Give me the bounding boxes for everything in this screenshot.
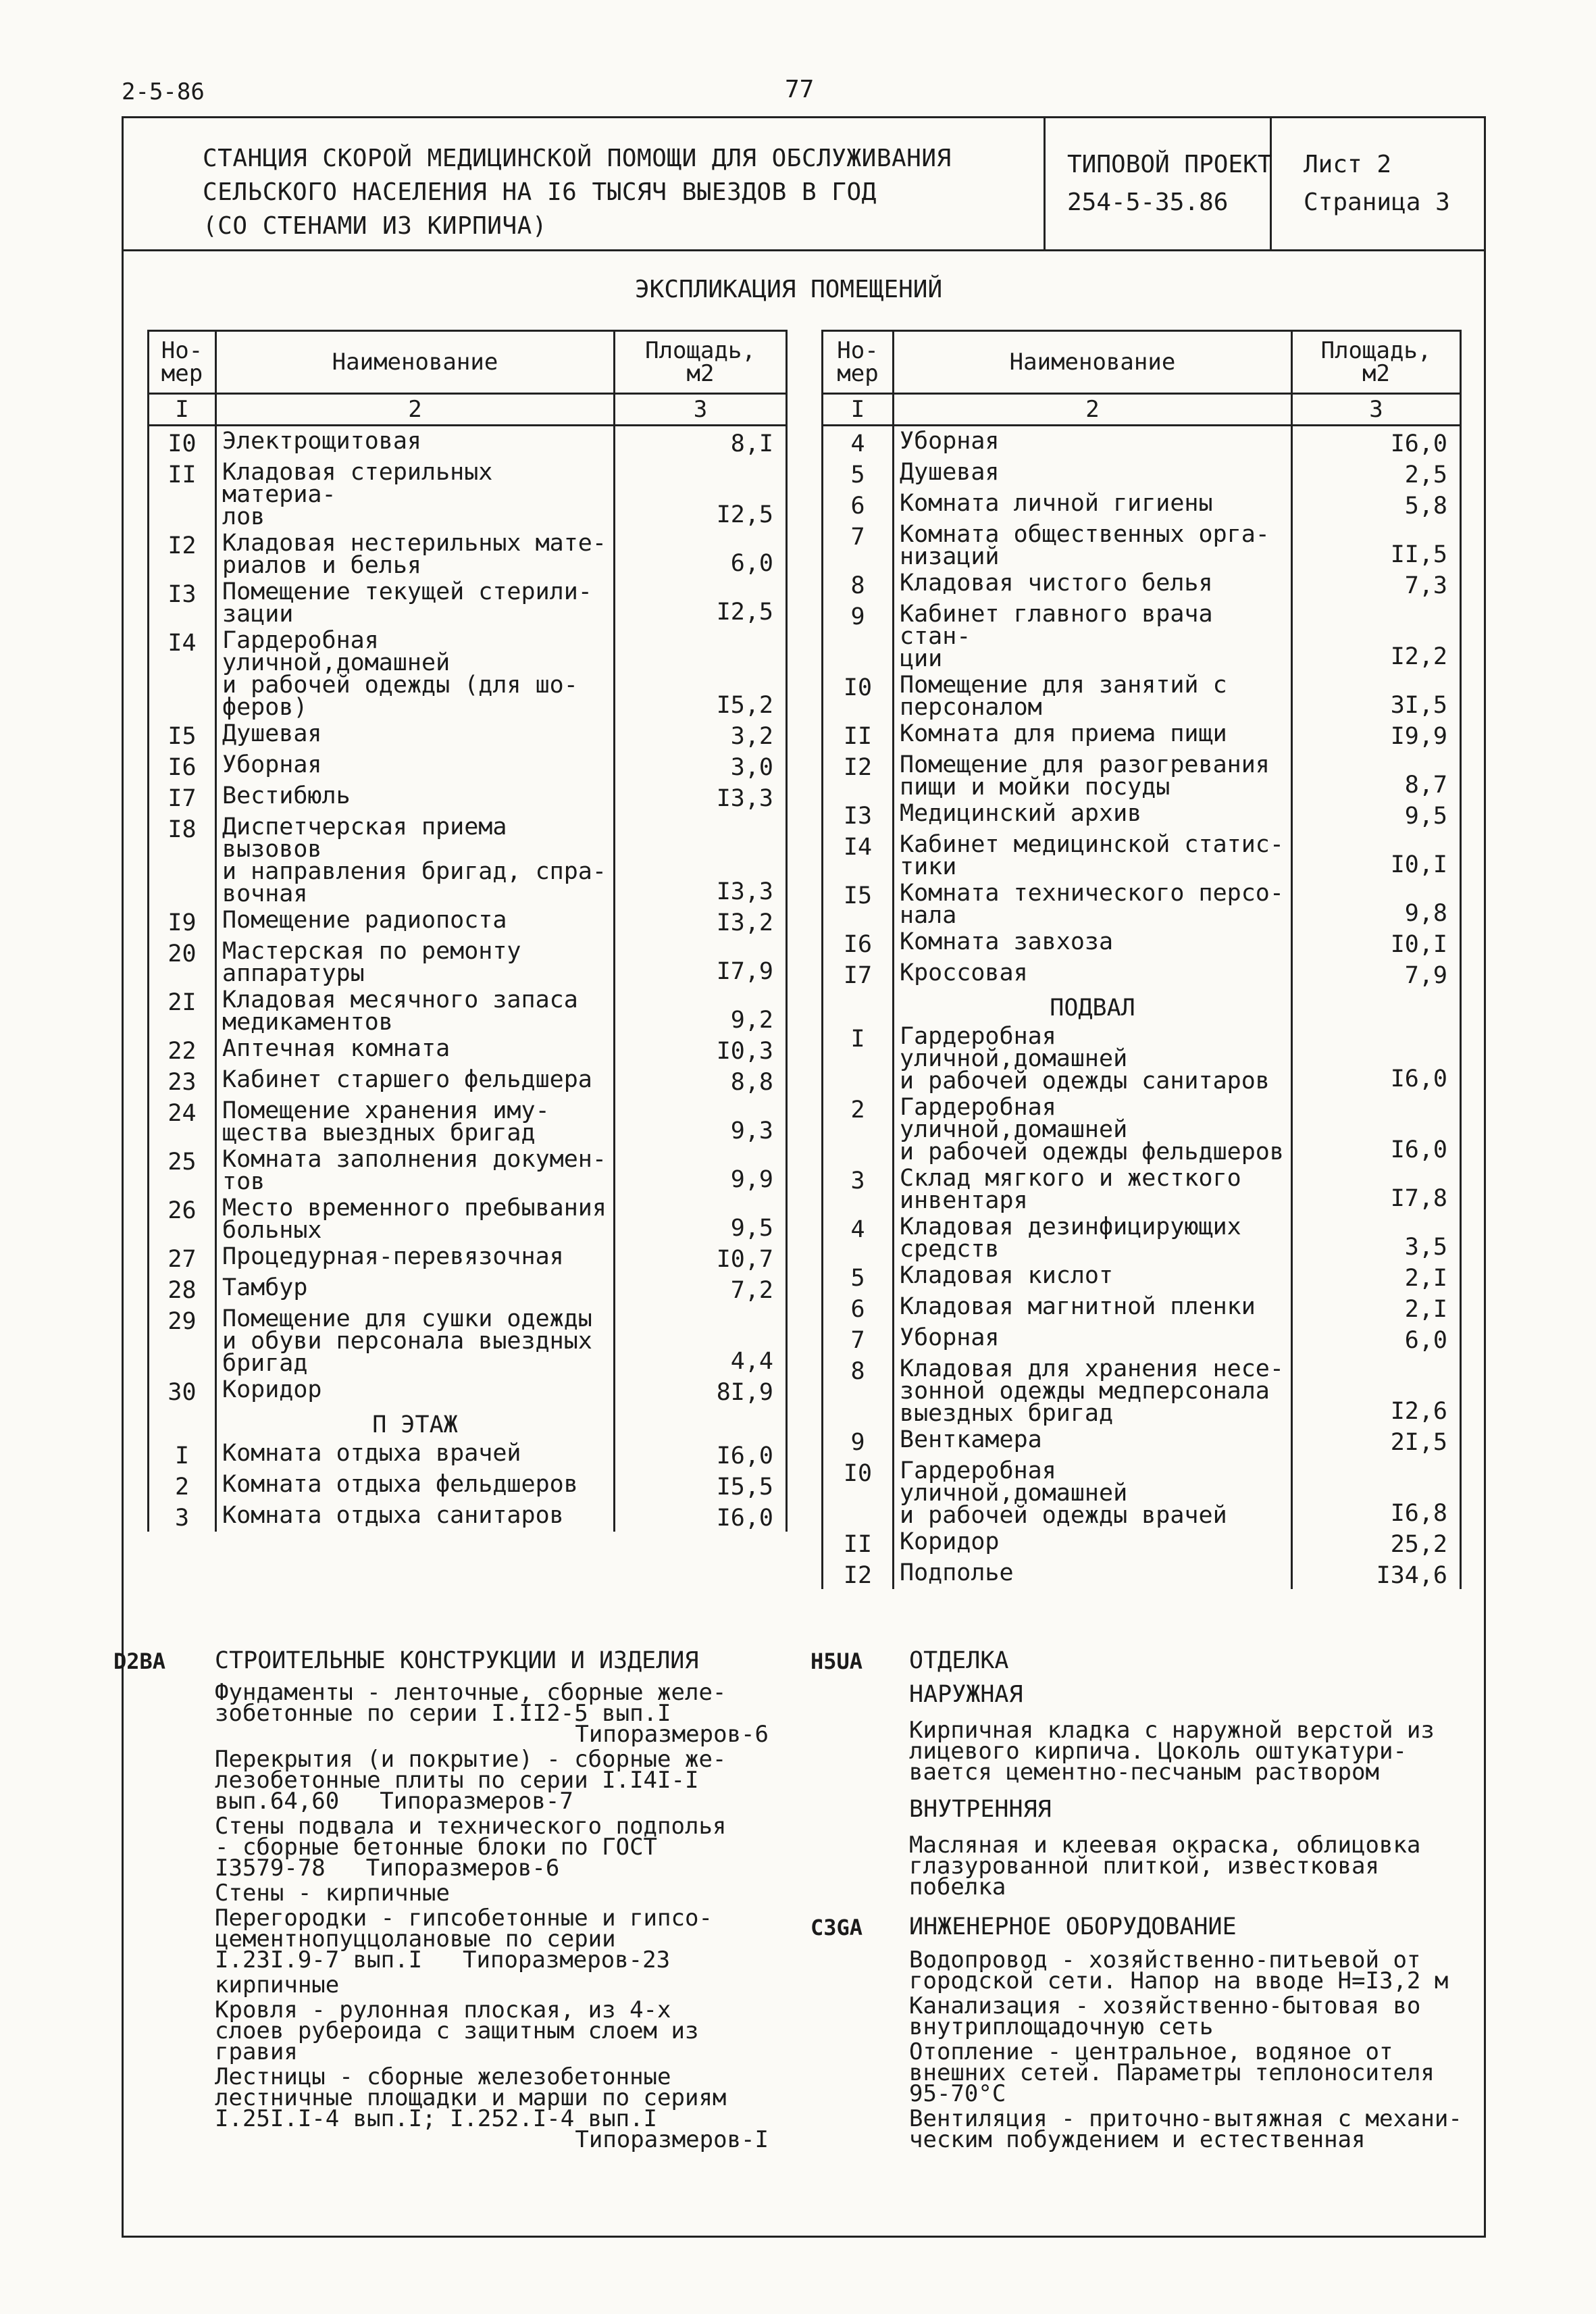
room-number: I2 [823, 1558, 894, 1589]
table-row [823, 1261, 1461, 1292]
room-name: Комната отдыха санитаров [216, 1501, 615, 1532]
construction-item-text: Фундаменты - ленточные, сборные желе- зобетонные по серии I.II2-5 вып.I [215, 1679, 727, 1727]
room-number: I [823, 1022, 894, 1092]
room-name: Венткамера [894, 1425, 1292, 1456]
column-header-name: Наименование [894, 331, 1292, 394]
room-area: 6,0 [1292, 1323, 1461, 1354]
project-title-line: СТАНЦИЯ СКОРОЙ МЕДИЦИНСКОЙ ПОМОЩИ ДЛЯ ОБСЛУЖИВАНИЯ [203, 145, 952, 172]
room-area: 6,0 [615, 528, 787, 577]
room-number: 7 [823, 1323, 894, 1354]
room-area: 2,I [1292, 1292, 1461, 1323]
room-name: Уборная [216, 750, 615, 781]
room-name: Комната технического персо- нала [894, 878, 1292, 927]
room-name: Помещение текущей стерили- зации [216, 577, 615, 626]
column-index: 3 [615, 394, 787, 426]
room-area: I0,I [1292, 927, 1461, 958]
construction-item [215, 1996, 769, 2065]
construction-item-text: Перегородки - гипсобетонные и гипсо- цементнопуццолановые по серии I.23I.9-7 вып.I [215, 1905, 713, 1973]
construction-item-text: Лестницы - сборные железобетонные лестничные площадки и марши по сериям I.25I.I-4 вып.I; I.252.I-4 вып.I [215, 2063, 727, 2132]
table-row [823, 1527, 1461, 1558]
type-count: Типоразмеров-6 [575, 1721, 769, 1748]
column-index: 2 [216, 394, 615, 426]
room-number: I4 [149, 626, 216, 719]
room-area: I7,8 [1292, 1163, 1461, 1212]
room-number: 22 [149, 1034, 216, 1065]
room-number: I7 [149, 781, 216, 812]
room-number: I0 [823, 1456, 894, 1527]
construction-item [215, 1880, 769, 1907]
table-row [149, 719, 787, 750]
room-area: I2,5 [615, 457, 787, 528]
room-area: 9,5 [615, 1193, 787, 1242]
table-row [149, 1096, 787, 1145]
room-area: I6,0 [1292, 1022, 1461, 1092]
table-row [823, 568, 1461, 599]
room-area: 3I,5 [1292, 670, 1461, 719]
room-name: Помещение для разогревания пищи и мойки посуды [894, 750, 1292, 799]
section-heading: ПОДВАЛ [894, 989, 1292, 1022]
project-type [1067, 146, 1272, 222]
room-number: I3 [823, 799, 894, 830]
room-area: 9,9 [615, 1145, 787, 1193]
table-row [149, 1034, 787, 1065]
column-index: 3 [1292, 394, 1461, 426]
room-number: 9 [823, 1425, 894, 1456]
project-code: 254-5-35.86 [1067, 188, 1229, 216]
finishing-inner-text: Масляная и клеевая окраска, облицовка глазурованной плиткой, известковая побелка [909, 1832, 1421, 1901]
document-code: 2-5-86 [122, 78, 205, 105]
page-number: 77 [785, 76, 815, 103]
room-area: 3,2 [615, 719, 787, 750]
room-number: I2 [149, 528, 216, 577]
room-area: I5,2 [615, 626, 787, 719]
table-row [823, 878, 1461, 927]
construction-item [215, 2063, 769, 2153]
room-number: 6 [823, 1292, 894, 1323]
construction-item [215, 1971, 769, 1998]
type-count: Типоразмеров-7 [380, 1788, 573, 1815]
room-number: I4 [823, 830, 894, 878]
construction-list [215, 1679, 769, 2155]
table-row [149, 781, 787, 812]
room-number: 4 [823, 426, 894, 458]
title-block-divider [1044, 116, 1046, 251]
room-area: I34,6 [1292, 1558, 1461, 1589]
room-area: I0,3 [615, 1034, 787, 1065]
table-row [823, 1323, 1461, 1354]
table-row [823, 1212, 1461, 1261]
room-name: Уборная [894, 1323, 1292, 1354]
room-area: 7,2 [615, 1273, 787, 1304]
room-area: 8,7 [1292, 750, 1461, 799]
room-area: I3,3 [615, 781, 787, 812]
table-section-row [823, 989, 1461, 1022]
empty-cell [615, 1406, 787, 1438]
equipment-item: Вентиляция - приточно-вытяжная с механи- ческим побуждением и естественная [909, 2105, 1462, 2153]
room-name: Комната отдыха врачей [216, 1438, 615, 1469]
table-row [823, 1022, 1461, 1092]
room-name: Медицинский архив [894, 799, 1292, 830]
room-number: II [823, 1527, 894, 1558]
table-row [149, 985, 787, 1034]
room-name: Кладовая кислот [894, 1261, 1292, 1292]
equipment-item: Водопровод - хозяйственно-питьевой от городской сети. Напор на вводе Н=I3,2 м [909, 1946, 1449, 1994]
room-number: I9 [149, 905, 216, 936]
room-name: Кладовая для хранения несе- зонной одежды медперсонала выездных бригад [894, 1354, 1292, 1425]
room-area: I5,5 [615, 1469, 787, 1501]
room-area: I0,I [1292, 830, 1461, 878]
room-number: 27 [149, 1242, 216, 1273]
rooms-table-right [821, 330, 1462, 1589]
construction-item [215, 1746, 769, 1815]
room-name: Кладовая нестерильных мате- риалов и белья [216, 528, 615, 577]
room-name: Помещение для занятий с персоналом [894, 670, 1292, 719]
table-row [823, 1092, 1461, 1163]
type-count: Типоразмеров-I [575, 2126, 769, 2153]
room-number: 5 [823, 457, 894, 488]
room-name: Кладовая дезинфицирующих средств [894, 1212, 1292, 1261]
table-row [823, 520, 1461, 568]
column-header-area: Площадь, м2 [615, 331, 787, 394]
room-number: 6 [823, 488, 894, 520]
table-row [823, 958, 1461, 989]
empty-cell [823, 989, 894, 1022]
table-row [149, 1375, 787, 1406]
room-area: 9,2 [615, 985, 787, 1034]
room-area: 4,4 [615, 1304, 787, 1375]
table-row [823, 1163, 1461, 1212]
table-row [149, 936, 787, 985]
table-row [149, 812, 787, 905]
room-name: Кабинет медицинской статис- тики [894, 830, 1292, 878]
room-name: Комната завхоза [894, 927, 1292, 958]
column-index: I [149, 394, 216, 426]
room-name: Склад мягкого и жесткого инвентаря [894, 1163, 1292, 1212]
room-area: 2,I [1292, 1261, 1461, 1292]
table-row [149, 905, 787, 936]
room-number: 24 [149, 1096, 216, 1145]
room-area: I3,3 [615, 812, 787, 905]
room-area: 8,I [615, 426, 787, 458]
table-row [149, 626, 787, 719]
room-area: 9,3 [615, 1096, 787, 1145]
room-number: I5 [149, 719, 216, 750]
room-name: Кладовая стерильных материа- лов [216, 457, 615, 528]
room-area: I6,0 [615, 1501, 787, 1532]
room-number: I3 [149, 577, 216, 626]
section-heading: П ЭТАЖ [216, 1406, 615, 1438]
room-area: 8I,9 [615, 1375, 787, 1406]
room-name: Кабинет главного врача стан- ции [894, 599, 1292, 670]
room-area: 5,8 [1292, 488, 1461, 520]
column-index: I [823, 394, 894, 426]
section-code: C3GA [810, 1915, 863, 1940]
room-number: 2I [149, 985, 216, 1034]
room-number: I [149, 1438, 216, 1469]
table-row [149, 1501, 787, 1532]
construction-item [215, 1905, 769, 1973]
room-area: I9,9 [1292, 719, 1461, 750]
room-number: I0 [823, 670, 894, 719]
table-row [149, 457, 787, 528]
room-name: Гардеробная уличной,домашней и рабочей одежды (для шо- феров) [216, 626, 615, 719]
room-number: II [823, 719, 894, 750]
equipment-item: Канализация - хозяйственно-бытовая во внутриплощадочную сеть [909, 1992, 1421, 2040]
table-row [149, 1065, 787, 1096]
room-name: Аптечная комната [216, 1034, 615, 1065]
room-area: 7,3 [1292, 568, 1461, 599]
room-number: I2 [823, 750, 894, 799]
room-name: Помещение радиопоста [216, 905, 615, 936]
table-row [149, 426, 787, 458]
room-number: I5 [823, 878, 894, 927]
construction-title: СТРОИТЕЛЬНЫЕ КОНСТРУКЦИИ И ИЗДЕЛИЯ [215, 1647, 699, 1674]
room-number: 23 [149, 1065, 216, 1096]
room-number: 4 [823, 1212, 894, 1261]
room-number: 7 [823, 520, 894, 568]
room-area: I2,2 [1292, 599, 1461, 670]
room-number: I6 [149, 750, 216, 781]
room-number: 26 [149, 1193, 216, 1242]
table-row [823, 1425, 1461, 1456]
equipment-item: Отопление - центральное, водяное от внешних сетей. Параметры теплоносителя 95-70°С [909, 2038, 1435, 2107]
table-row [149, 1242, 787, 1273]
project-title-line: (СО СТЕНАМИ ИЗ КИРПИЧА) [203, 212, 547, 240]
room-name: Тамбур [216, 1273, 615, 1304]
column-index: 2 [894, 394, 1292, 426]
room-name: Коридор [216, 1375, 615, 1406]
table-row [149, 1304, 787, 1375]
table-row [149, 1273, 787, 1304]
room-area: I0,7 [615, 1242, 787, 1273]
table-row [823, 799, 1461, 830]
table-row [823, 670, 1461, 719]
room-number: 30 [149, 1375, 216, 1406]
table-row [149, 1438, 787, 1469]
table-section-row [149, 1406, 787, 1438]
equipment-list [909, 1946, 1470, 2155]
section-code: H5UA [810, 1649, 863, 1674]
page-reference: Страница 3 [1304, 188, 1450, 216]
column-header-name: Наименование [216, 331, 615, 394]
room-number: I8 [149, 812, 216, 905]
table-row [823, 750, 1461, 799]
column-header-number: Но- мер [823, 331, 894, 394]
room-name: Комната личной гигиены [894, 488, 1292, 520]
table-row [149, 577, 787, 626]
room-name: Коридор [894, 1527, 1292, 1558]
empty-cell [1292, 989, 1461, 1022]
room-area: 9,8 [1292, 878, 1461, 927]
table-row [823, 830, 1461, 878]
room-name: Комната общественных орга- низаций [894, 520, 1292, 568]
construction-item-text: Кровля - рулонная плоская, из 4-х слоев рубероида с защитным слоем из гравия [215, 1996, 699, 2065]
room-area: 8,8 [615, 1065, 787, 1096]
room-name: Электрощитовая [216, 426, 615, 458]
room-name: Кабинет старшего фельдшера [216, 1065, 615, 1096]
room-area: 3,0 [615, 750, 787, 781]
type-count: Типоразмеров-23 [463, 1946, 671, 1973]
room-number: I7 [823, 958, 894, 989]
room-name: Душевая [894, 457, 1292, 488]
sheet-number: Лист 2 [1304, 151, 1392, 178]
room-number: 20 [149, 936, 216, 985]
room-area: 3,5 [1292, 1212, 1461, 1261]
table-row [823, 927, 1461, 958]
room-name: Помещение для сушки одежды и обуви персонала выездных бригад [216, 1304, 615, 1375]
project-label: ТИПОВОЙ ПРОЕКТ [1067, 151, 1272, 178]
construction-item-text: Стены - кирпичные [215, 1880, 450, 1907]
room-area: I2,5 [615, 577, 787, 626]
column-header-area: Площадь, м2 [1292, 331, 1461, 394]
table-row [823, 1558, 1461, 1589]
room-name: Гардеробная уличной,домашней и рабочей одежды врачей [894, 1456, 1292, 1527]
room-area: I3,2 [615, 905, 787, 936]
room-area: I6,0 [1292, 426, 1461, 458]
room-name: Кладовая чистого белья [894, 568, 1292, 599]
room-area: 7,9 [1292, 958, 1461, 989]
table-row [823, 599, 1461, 670]
room-name: Комната для приема пищи [894, 719, 1292, 750]
room-name: Место временного пребывания больных [216, 1193, 615, 1242]
room-number: 2 [823, 1092, 894, 1163]
room-area: 25,2 [1292, 1527, 1461, 1558]
rooms-table-left [147, 330, 788, 1532]
room-name: Кроссовая [894, 958, 1292, 989]
table-row [823, 719, 1461, 750]
room-area: I6,8 [1292, 1456, 1461, 1527]
room-number: I6 [823, 927, 894, 958]
section-code: D2BA [113, 1649, 166, 1674]
room-number: 9 [823, 599, 894, 670]
room-area: II,5 [1292, 520, 1461, 568]
room-area: I7,9 [615, 936, 787, 985]
room-number: II [149, 457, 216, 528]
room-area: 2I,5 [1292, 1425, 1461, 1456]
project-title [203, 142, 952, 243]
table-row [823, 457, 1461, 488]
room-number: 2 [149, 1469, 216, 1501]
room-name: Гардеробная уличной,домашней и рабочей одежды санитаров [894, 1022, 1292, 1092]
room-name: Вестибюль [216, 781, 615, 812]
room-name: Душевая [216, 719, 615, 750]
table-row [149, 1469, 787, 1501]
finishing-outer-text: Кирпичная кладка с наружной верстой из лицевого кирпича. Цоколь оштукатури- вается цементно-песчаным раствором [909, 1717, 1435, 1786]
finishing-inner-title: ВНУТРЕННЯЯ [909, 1796, 1052, 1823]
room-area: I6,0 [615, 1438, 787, 1469]
construction-item-text: кирпичные [215, 1971, 340, 1998]
table-row [149, 1145, 787, 1193]
empty-cell [149, 1406, 216, 1438]
type-count: Типоразмеров-6 [365, 1855, 560, 1882]
equipment-title: ИНЖЕНЕРНОЕ ОБОРУДОВАНИЕ [909, 1913, 1237, 1940]
table-row [149, 750, 787, 781]
room-name: Подполье [894, 1558, 1292, 1589]
finishing-title: ОТДЕЛКА [909, 1647, 1009, 1674]
sheet-info [1304, 146, 1450, 222]
room-name: Комната заполнения докумен- тов [216, 1145, 615, 1193]
room-name: Уборная [894, 426, 1292, 458]
room-number: I0 [149, 426, 216, 458]
room-name: Гардеробная уличной,домашней и рабочей одежды фельдшеров [894, 1092, 1292, 1163]
room-number: 25 [149, 1145, 216, 1193]
explication-title: ЭКСПЛИКАЦИЯ ПОМЕЩЕНИЙ [635, 276, 943, 303]
construction-item [215, 1679, 769, 1748]
room-number: 28 [149, 1273, 216, 1304]
room-name: Мастерская по ремонту аппаратуры [216, 936, 615, 985]
table-row [823, 1456, 1461, 1527]
construction-item-text: Стены подвала и технического подполья - сборные бетонные блоки по ГОСТ I3579-78 [215, 1813, 727, 1882]
room-name: Процедурная-перевязочная [216, 1242, 615, 1273]
construction-item-text: Перекрытия (и покрытие) - сборные же- лезобетонные плиты по серии I.I4I-I вып.64,60 [215, 1746, 727, 1815]
room-number: 5 [823, 1261, 894, 1292]
finishing-outer-title: НАРУЖНАЯ [909, 1681, 1023, 1708]
table-row [823, 488, 1461, 520]
table-row [149, 528, 787, 577]
room-area: I6,0 [1292, 1092, 1461, 1163]
table-row [823, 426, 1461, 458]
room-number: 3 [823, 1163, 894, 1212]
room-name: Диспетчерская приема вызовов и направления бригад, спра- вочная [216, 812, 615, 905]
table-row [149, 1193, 787, 1242]
room-area: 2,5 [1292, 457, 1461, 488]
table-row [823, 1292, 1461, 1323]
table-row [823, 1354, 1461, 1425]
room-name: Комната отдыха фельдшеров [216, 1469, 615, 1501]
room-name: Кладовая магнитной пленки [894, 1292, 1292, 1323]
room-name: Кладовая месячного запаса медикаментов [216, 985, 615, 1034]
construction-item [215, 1813, 769, 1882]
column-header-number: Но- мер [149, 331, 216, 394]
room-area: I2,6 [1292, 1354, 1461, 1425]
room-area: 9,5 [1292, 799, 1461, 830]
room-number: 3 [149, 1501, 216, 1532]
project-title-line: СЕЛЬСКОГО НАСЕЛЕНИЯ НА I6 ТЫСЯЧ ВЫЕЗДОВ В ГОД [203, 178, 877, 206]
room-name: Помещение хранения иму- щества выездных бригад [216, 1096, 615, 1145]
room-number: 29 [149, 1304, 216, 1375]
room-number: 8 [823, 568, 894, 599]
room-number: 8 [823, 1354, 894, 1425]
